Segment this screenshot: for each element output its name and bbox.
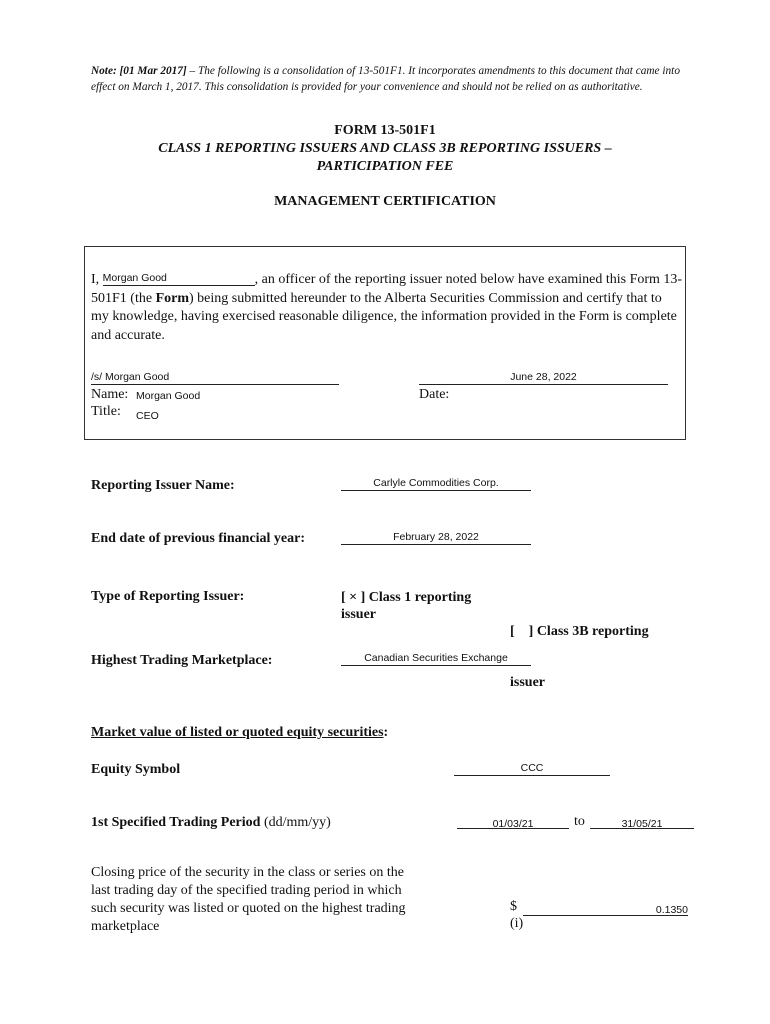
officer-name-field[interactable]: Morgan Good [103, 272, 255, 286]
i-label: I, [91, 272, 100, 287]
title-value[interactable]: CEO [136, 410, 159, 422]
equity-symbol-field[interactable]: CCC [454, 761, 610, 776]
date-field[interactable]: June 28, 2022 [419, 370, 668, 385]
certification-paragraph [91, 271, 683, 345]
equity-symbol-label: Equity Symbol [91, 762, 181, 777]
closing-price-label [91, 864, 406, 936]
fy-end-label: End date of previous financial year: [91, 531, 306, 546]
market-value-heading-colon: : [383, 725, 389, 740]
to-label: to [574, 814, 585, 829]
issuer-name-label: Reporting Issuer Name: [91, 478, 235, 493]
marketplace-field[interactable]: Canadian Securities Exchange [341, 651, 531, 666]
note-text: – The following is a consolidation of 13-501F1. It incorporates amendments to this document that came into effect on March 1, 2017. This consolidation is provided for your convenience and should not be relied on as authoritative. [91, 65, 680, 93]
market-value-heading [91, 725, 388, 741]
form-subtitle-line-1: CLASS 1 REPORTING ISSUERS AND CLASS 3B REPORTING ISSUERS – [158, 141, 612, 156]
certification-text-2: ) being submitted hereunder to the Alberta Securities Commission and certify that to my knowledge, having exercised reasonable diligence, the information provided in the Form is complete and accurate. [91, 290, 677, 343]
section-title: MANAGEMENT CERTIFICATION [274, 194, 496, 209]
name-value[interactable]: Morgan Good [136, 390, 201, 402]
dollar-sign: $ [510, 899, 517, 914]
form-number: FORM 13-501F1 [334, 123, 436, 138]
closing-price-label-line-1: Closing price of the security in the class or series on the [91, 865, 404, 880]
certification-text-1: , an officer of the reporting issuer noted below have examined this Form 13-501F1 (the [91, 272, 683, 306]
trading-period-label-text: 1st Specified Trading Period [91, 815, 261, 830]
form-subtitle-line-2: PARTICIPATION FEE [316, 159, 454, 174]
class3b-option-line-2: issuer [510, 675, 545, 690]
market-value-heading-text: Market value of listed or quoted equity securities [91, 725, 384, 740]
name-label: Name: [91, 387, 129, 402]
class1-option[interactable] [341, 589, 471, 623]
period-start-field[interactable]: 01/03/21 [457, 816, 569, 829]
trading-period-format: (dd/mm/yy) [260, 815, 331, 830]
class1-option-line-2: issuer [341, 607, 376, 622]
issuer-name-field[interactable]: Carlyle Commodities Corp. [341, 476, 531, 491]
consolidation-note [91, 64, 691, 95]
closing-price-label-line-4: marketplace [91, 919, 160, 934]
signature-field[interactable]: /s/ Morgan Good [91, 370, 339, 385]
fy-end-field[interactable]: February 28, 2022 [341, 530, 531, 545]
closing-price-ref: (i) [510, 916, 524, 931]
issuer-type-label: Type of Reporting Issuer: [91, 589, 245, 604]
marketplace-label: Highest Trading Marketplace: [91, 653, 273, 668]
class3b-option[interactable] [510, 589, 649, 708]
class1-option-line-1: [ × ] Class 1 reporting [341, 590, 472, 605]
date-label: Date: [419, 387, 450, 402]
class3b-option-line-1: [ ] Class 3B reporting [510, 624, 649, 639]
title-label: Title: [91, 404, 121, 419]
period-end-field[interactable]: 31/05/21 [590, 816, 694, 829]
closing-price-field[interactable]: 0.1350 [523, 902, 688, 916]
form-subtitle [0, 140, 770, 176]
note-prefix: Note: [01 Mar 2017] [91, 65, 187, 77]
closing-price-label-line-3: such security was listed or quoted on the highest trading [91, 901, 406, 916]
trading-period-label [91, 815, 331, 831]
closing-price-label-line-2: last trading day of the specified trading period in which [91, 883, 402, 898]
form-word: Form [155, 290, 189, 306]
